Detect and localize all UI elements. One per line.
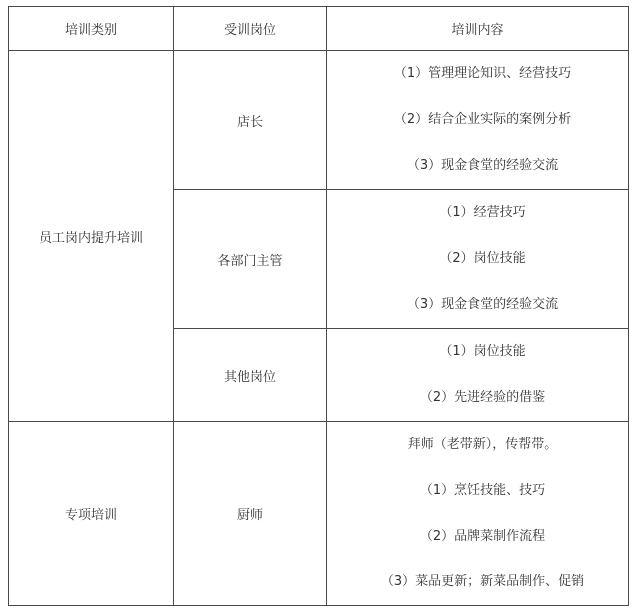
content-line: （3）现金食堂的经验交流 bbox=[406, 158, 559, 173]
header-content: 培训内容 bbox=[327, 7, 629, 51]
training-table bbox=[8, 6, 629, 606]
position-cell: 厨师 bbox=[174, 422, 327, 606]
header-row bbox=[9, 7, 629, 51]
content-line: （2）先进经验的借鉴 bbox=[419, 390, 546, 405]
content-line: （2）结合企业实际的案例分析 bbox=[393, 112, 572, 127]
content-cell bbox=[327, 329, 629, 422]
content-line: （1）烹饪技能、技巧 bbox=[419, 482, 546, 498]
content-cell bbox=[327, 190, 629, 329]
content-line: （2）品牌菜制作流程 bbox=[419, 528, 546, 544]
table-row bbox=[9, 51, 629, 190]
content-cell bbox=[327, 51, 629, 190]
table-row bbox=[9, 422, 629, 606]
category-cell: 专项培训 bbox=[9, 422, 174, 606]
position-cell: 其他岗位 bbox=[174, 329, 327, 422]
header-category: 培训类别 bbox=[9, 7, 174, 51]
header-position: 受训岗位 bbox=[174, 7, 327, 51]
position-cell: 店长 bbox=[174, 51, 327, 190]
content-line: （3）现金食堂的经验交流 bbox=[406, 297, 559, 312]
content-line: 拜师（老带新），传帮带。 bbox=[407, 437, 558, 452]
content-line: （3）菜品更新；新菜品制作、促销 bbox=[380, 574, 585, 590]
content-line: （1）经营技巧 bbox=[439, 205, 526, 220]
position-cell: 各部门主管 bbox=[174, 190, 327, 329]
content-line: （2）岗位技能 bbox=[439, 251, 526, 266]
content-line: （1）岗位技能 bbox=[439, 344, 526, 359]
category-cell: 员工岗内提升培训 bbox=[9, 51, 174, 422]
content-cell bbox=[327, 422, 629, 606]
content-line: （1）管理理论知识、经营技巧 bbox=[393, 66, 572, 81]
